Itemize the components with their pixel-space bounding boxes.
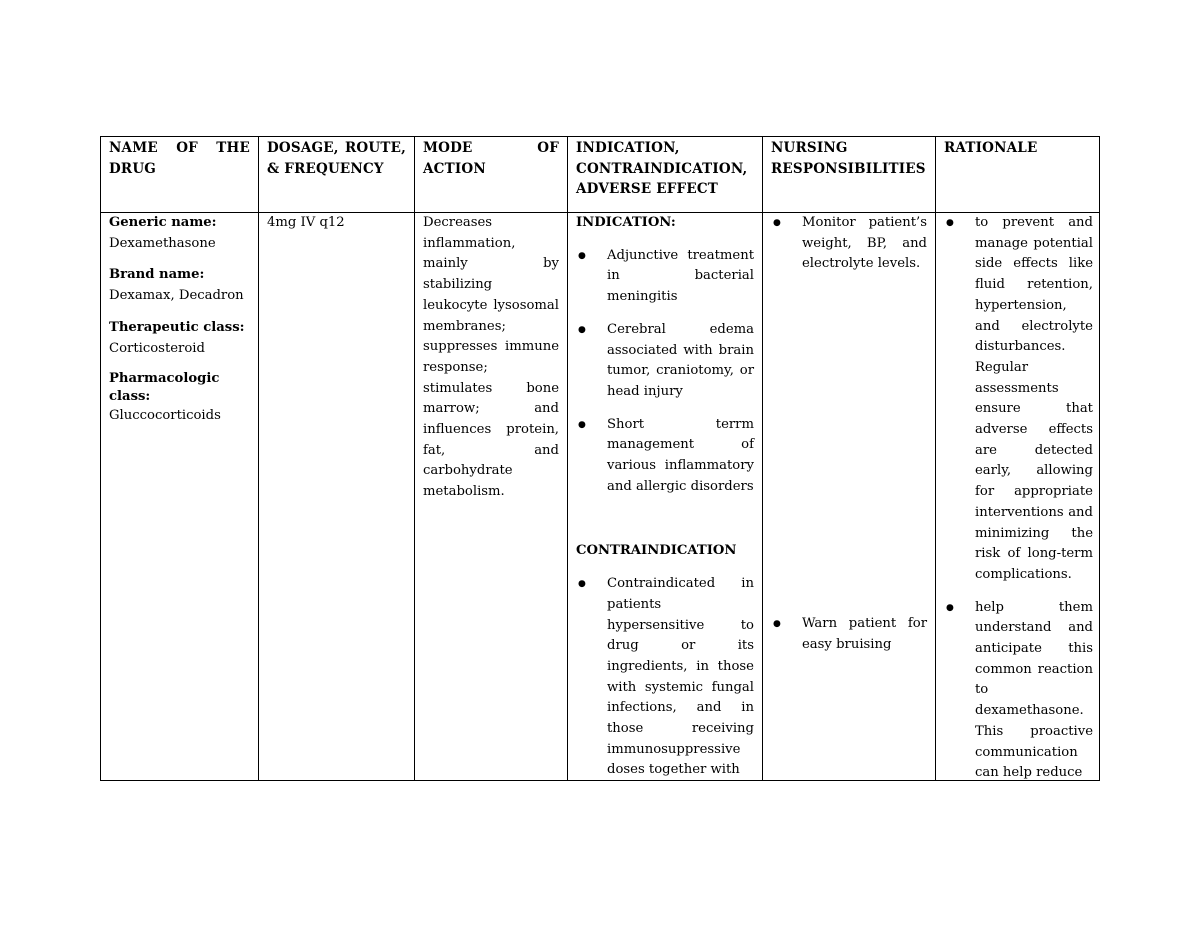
pharmacologic-class-value: Gluccocorticoids bbox=[109, 408, 221, 424]
dosage-value: 4mg IV q12 bbox=[267, 215, 345, 230]
column-nursing bbox=[763, 137, 936, 780]
column-drug-name bbox=[101, 137, 259, 780]
pharmacologic-class-label: Pharmacologic class: bbox=[109, 371, 220, 405]
indication-title: INDICATION: bbox=[576, 215, 676, 230]
indication-cell bbox=[576, 213, 754, 781]
header-mode-of-action: MODE OF ACTION bbox=[423, 140, 559, 177]
header-dosage: DOSAGE, ROUTE, & FREQUENCY bbox=[267, 140, 406, 177]
contraindication-item: ● Contraindicated in patients hypersensitive to drug or its ingredients, in those with systemic fungal infections, and in those receiving immunosuppressive doses together with bbox=[576, 574, 754, 781]
column-dosage bbox=[259, 137, 415, 780]
contraindication-list bbox=[576, 574, 754, 781]
rationale-item: ● to prevent and manage potential side effects like fluid retention, hypertension, and electrolyte disturbances. Regular assessments ensure that adverse effects are detected early, allowing for appropriate interventions and minimizing the risk of long-term complications. bbox=[944, 213, 1093, 586]
mode-of-action-text: Decreases inflammation, mainly by stabilizing leukocyte lysosomal membranes; suppresses immune response; stimulates bone marrow; and influences protein, fat, and carbohydrate metabolism. bbox=[423, 215, 559, 500]
nursing-item: ● Warn patient for easy bruising bbox=[771, 614, 927, 655]
brand-name-value: Dexamax, Decadron bbox=[109, 288, 244, 304]
drug-study-table bbox=[100, 136, 1100, 781]
therapeutic-class-value: Corticosteroid bbox=[109, 340, 205, 356]
contraindication-title: CONTRAINDICATION bbox=[576, 543, 737, 559]
rationale-list bbox=[944, 213, 1093, 781]
header-drug-name: NAME OF THE DRUG bbox=[109, 140, 250, 177]
header-nursing: NURSING RESPONSIBILITIES bbox=[771, 140, 926, 177]
column-mode-of-action bbox=[415, 137, 568, 780]
drug-name-cell bbox=[109, 213, 250, 427]
indication-item: ● Short terrm management of various inflammatory and allergic disorders bbox=[576, 415, 754, 498]
column-indication bbox=[568, 137, 763, 780]
header-rationale: RATIONALE bbox=[944, 140, 1038, 156]
nursing-list bbox=[771, 213, 927, 656]
indication-list bbox=[576, 246, 754, 498]
brand-name-label: Brand name: bbox=[109, 267, 205, 283]
indication-item: ● Adjunctive treatment in bacterial meningitis bbox=[576, 246, 754, 308]
generic-name-label: Generic name: bbox=[109, 215, 217, 230]
generic-name-value: Dexamethasone bbox=[109, 235, 216, 251]
indication-item: ● Cerebral edema associated with brain tumor, craniotomy, or head injury bbox=[576, 320, 754, 403]
column-rationale bbox=[936, 137, 1100, 780]
therapeutic-class-label: Therapeutic class: bbox=[109, 319, 245, 335]
rationale-cell bbox=[944, 213, 1093, 781]
header-indication: INDICATION, CONTRAINDICATION, ADVERSE EFFECT bbox=[576, 140, 748, 198]
nursing-cell bbox=[771, 213, 927, 656]
rationale-item: ● help them understand and anticipate this common reaction to dexamethasone. This proactive communication can help reduce bbox=[944, 598, 1093, 781]
nursing-item: ● Monitor patient’s weight, BP, and electrolyte levels. bbox=[771, 213, 927, 275]
